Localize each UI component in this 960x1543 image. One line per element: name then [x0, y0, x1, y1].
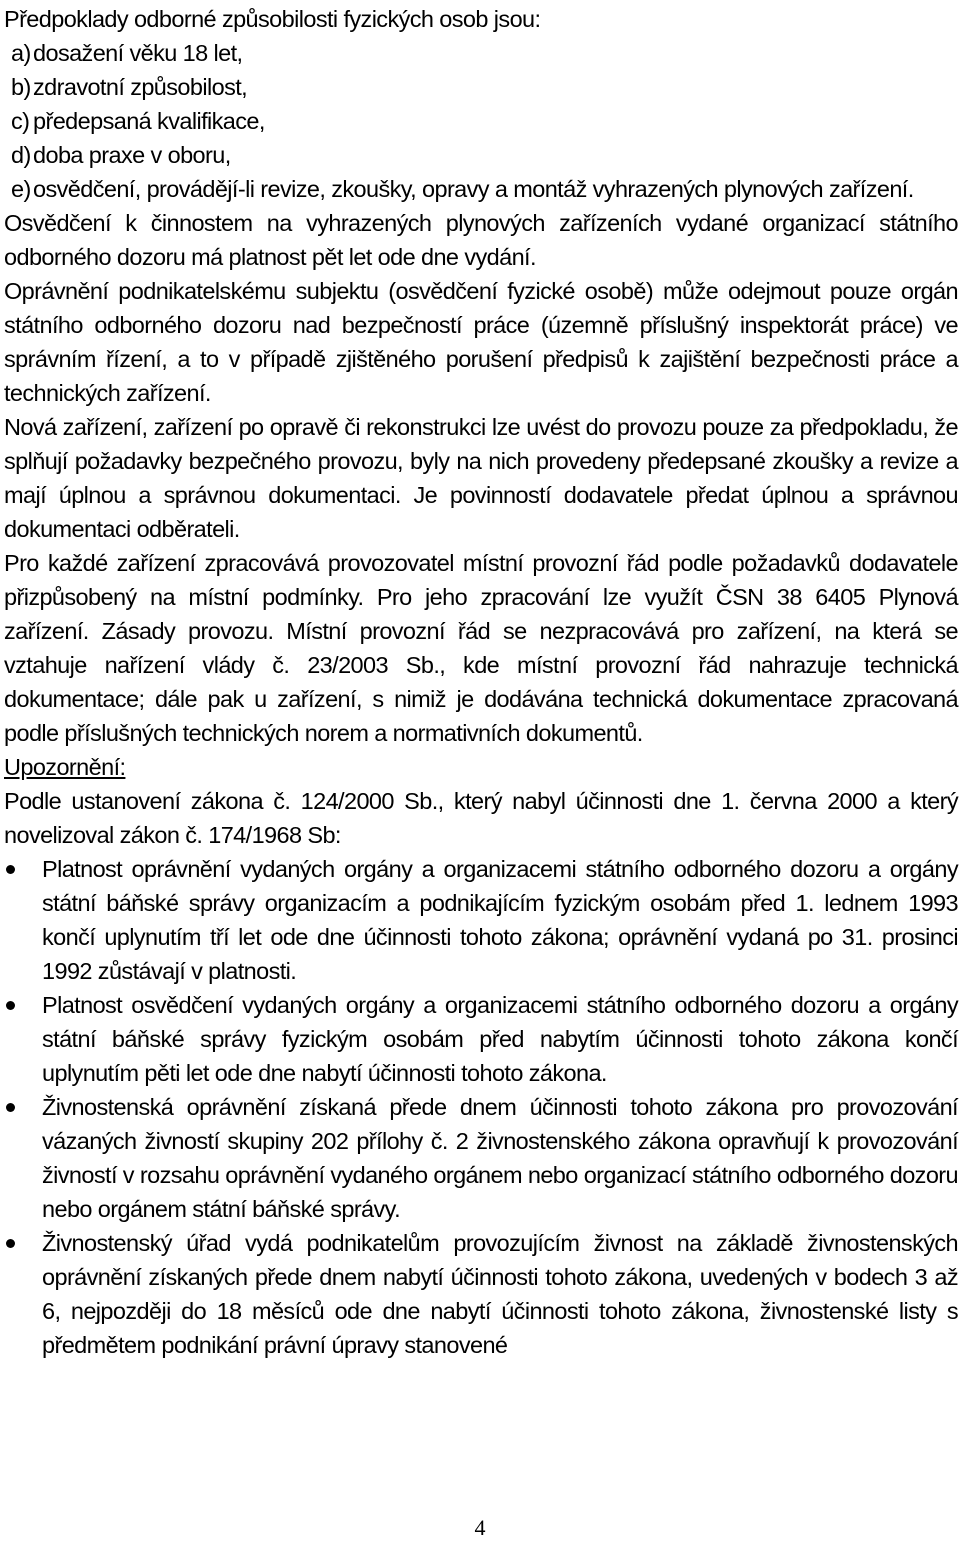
- bullet-icon: [6, 1103, 15, 1112]
- paragraph-operating-rules: Pro každé zařízení zpracovává provozovatel místní provozní řád podle požadavků dodavatele přizpůsobený na místní podmínky. Pro jeho zpracování lze využít ČSN 38 6405 Plynová zařízení. Zásady provozu. Místní provozní řád se nezpracovává pro zařízení, na která se vztahuje nařízení vlády č. 23/2003 Sb., kde místní provozní řád nahrazuje technická dokumentace; dále pak u zařízení, s nimiž je dodávána technická dokumentace zpracovaná podle příslušných technických norem a normativních dokumentů.: [4, 550, 958, 746]
- notice-intro: Podle ustanovení zákona č. 124/2000 Sb., který nabyl účinnosti dne 1. června 2000 a který novelizoval zákon č. 174/1968 Sb:: [4, 788, 958, 848]
- document-body: [4, 2, 958, 1362]
- requirements-intro: Předpoklady odborné způsobilosti fyzických osob jsou:: [4, 6, 541, 32]
- paragraph-certificate-validity: Osvědčení k činnostem na vyhrazených plynových zařízeních vydané organizací státního odborného dozoru má platnost pět let ode dne vydání.: [4, 210, 958, 270]
- bullet-text: Živnostenský úřad vydá podnikatelům provozujícím živnost na základě živnostenských oprávnění získaných přede dnem nabytí účinnosti tohoto zákona, uvedených v bodech 3 až 6, nejpozději do 18 měsíců ode dne nabytí účinnosti tohoto zákona, živnostenské listy s předmětem podnikání právní úpravy stanovené: [42, 1230, 958, 1358]
- notice-bullet-item: [4, 1226, 958, 1362]
- notice-bullet-list: [4, 852, 958, 1362]
- requirement-text: předepsaná kvalifikace,: [33, 108, 265, 134]
- requirement-text: doba praxe v oboru,: [33, 142, 231, 168]
- notice-bullet-item: [4, 852, 958, 988]
- bullet-icon: [6, 1239, 15, 1248]
- page-number: 4: [474, 1515, 486, 1540]
- requirement-text: osvědčení, provádějí-li revize, zkoušky, opravy a montáž vyhrazených plynových zařízení.: [33, 176, 914, 202]
- paragraph-authorization-revocation: Oprávnění podnikatelskému subjektu (osvědčení fyzické osobě) může odejmout pouze orgán státního odborného dozoru nad bezpečností práce (územně příslušný inspektorát práce) ve správním řízení, a to v případě zjištěného porušení předpisů k zajištění bezpečnosti práce a technických zařízení.: [4, 278, 958, 406]
- paragraph-new-equipment: Nová zařízení, zařízení po opravě či rekonstrukci lze uvést do provozu pouze za předpokladu, že splňují požadavky bezpečného provozu, byly na nich provedeny předepsané zkoušky a revize a mají úplnou a správnou dokumentaci. Je povinností dodavatele předat úplnou a správnou dokumentaci odběrateli.: [4, 414, 958, 542]
- requirement-marker: d): [11, 142, 31, 168]
- bullet-icon: [6, 1001, 15, 1010]
- notice-bullet-item: [4, 1090, 958, 1226]
- requirement-item: [4, 138, 958, 172]
- notice-heading: Upozornění:: [4, 754, 126, 780]
- requirement-text: zdravotní způsobilost,: [33, 74, 248, 100]
- requirement-item: [4, 172, 958, 206]
- requirement-marker: b): [11, 74, 31, 100]
- notice-bullet-item: [4, 988, 958, 1090]
- requirement-marker: a): [11, 40, 31, 66]
- requirement-marker: e): [11, 176, 31, 202]
- requirement-text: dosažení věku 18 let,: [33, 40, 243, 66]
- requirement-item: [4, 70, 958, 104]
- requirement-item: [4, 104, 958, 138]
- requirement-item: [4, 36, 958, 70]
- bullet-icon: [6, 865, 15, 874]
- bullet-text: Platnost osvědčení vydaných orgány a organizacemi státního odborného dozoru a orgány státní báňské správy fyzickým osobám před nabytím účinnosti tohoto zákona končí uplynutím pěti let ode dne nabytí účinnosti tohoto zákona.: [42, 992, 958, 1086]
- bullet-text: Platnost oprávnění vydaných orgány a organizacemi státního odborného dozoru a orgány státní báňské správy organizacím a podnikajícím fyzickým osobám před 1. lednem 1993 končí uplynutím tří let ode dne účinnosti tohoto zákona; oprávnění vydaná po 31. prosinci 1992 zůstávají v platnosti.: [42, 856, 958, 984]
- bullet-text: Živnostenská oprávnění získaná přede dnem účinnosti tohoto zákona pro provozování vázaných živností skupiny 202 přílohy č. 2 živnostenského zákona opravňují k provozování živností v rozsahu oprávnění vydaného orgánem nebo organizací státního odborného dozoru nebo orgánem státní báňské správy.: [42, 1094, 958, 1222]
- requirements-list: [4, 36, 958, 206]
- requirement-marker: c): [11, 108, 30, 134]
